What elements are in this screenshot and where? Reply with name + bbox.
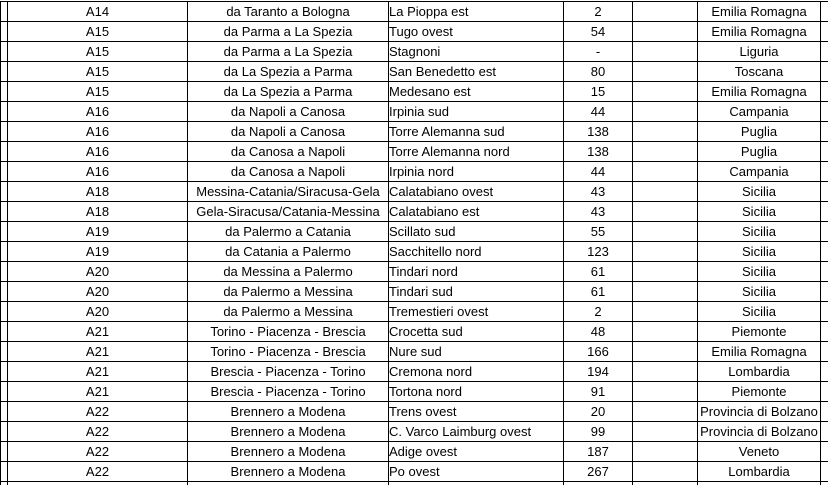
cell-empty[interactable] <box>633 102 698 122</box>
cell-region[interactable]: Campania <box>698 162 821 182</box>
cell-region[interactable]: Lombardia <box>698 362 821 382</box>
partial-left-cell <box>1 122 8 142</box>
cell-highway-code[interactable]: A16 <box>8 162 188 182</box>
partial-cell <box>564 482 633 485</box>
cell-service-area[interactable]: Trens ovest <box>389 402 564 422</box>
partial-left-cell <box>1 102 8 122</box>
cell-service-area[interactable]: Calatabiano ovest <box>389 182 564 202</box>
cell-region[interactable]: Puglia <box>698 142 821 162</box>
partial-left-cell <box>1 202 8 222</box>
cell-empty[interactable] <box>633 162 698 182</box>
cell-route[interactable]: da Parma a La Spezia <box>188 22 389 42</box>
cell-region[interactable]: Toscana <box>698 62 821 82</box>
cell-region[interactable]: Emilia Romagna <box>698 82 821 102</box>
cell-empty[interactable] <box>633 42 698 62</box>
table-row <box>1 282 828 302</box>
partial-left-cell <box>1 242 8 262</box>
table-row <box>1 222 828 242</box>
partial-right-cell <box>821 442 828 462</box>
cell-service-area[interactable]: Tremestieri ovest <box>389 302 564 322</box>
cell-route[interactable]: da Catania a Palermo <box>188 242 389 262</box>
partial-left-cell <box>1 362 8 382</box>
table-row <box>1 202 828 222</box>
table-row <box>1 102 828 122</box>
cell-value[interactable]: 61 <box>564 282 633 302</box>
partial-right-cell <box>821 402 828 422</box>
partial-cell <box>633 482 698 485</box>
table-body <box>1 2 828 485</box>
cell-route[interactable]: Gela-Siracusa/Catania-Messina <box>188 202 389 222</box>
partial-right-cell <box>821 222 828 242</box>
cell-highway-code[interactable]: A18 <box>8 202 188 222</box>
partial-cell <box>389 482 564 485</box>
partial-right-cell <box>821 162 828 182</box>
partial-left-cell <box>1 422 8 442</box>
partial-left-cell <box>1 382 8 402</box>
partial-left-cell <box>1 142 8 162</box>
cell-highway-code[interactable]: A19 <box>8 222 188 242</box>
cell-value[interactable]: 91 <box>564 382 633 402</box>
cell-region[interactable]: Provincia di Bolzano <box>698 422 821 442</box>
cell-region[interactable]: Liguria <box>698 42 821 62</box>
cell-service-area[interactable]: Medesano est <box>389 82 564 102</box>
partial-right-cell <box>821 22 828 42</box>
cell-route[interactable]: Brennero a Modena <box>188 402 389 422</box>
cell-region[interactable]: Emilia Romagna <box>698 342 821 362</box>
cell-highway-code[interactable]: A15 <box>8 42 188 62</box>
partial-right-cell <box>821 242 828 262</box>
table-row <box>1 242 828 262</box>
cell-region[interactable]: Provincia di Bolzano <box>698 402 821 422</box>
table-row <box>1 302 828 322</box>
cell-route[interactable]: da Canosa a Napoli <box>188 162 389 182</box>
partial-left-cell <box>1 402 8 422</box>
cell-service-area[interactable]: Po ovest <box>389 462 564 482</box>
cell-region[interactable]: Sicilia <box>698 262 821 282</box>
cell-value[interactable]: 187 <box>564 442 633 462</box>
cell-value[interactable]: 15 <box>564 82 633 102</box>
cell-highway-code[interactable]: A15 <box>8 22 188 42</box>
cell-region[interactable]: Emilia Romagna <box>698 2 821 22</box>
cell-value[interactable]: 194 <box>564 362 633 382</box>
partial-right-cell <box>821 202 828 222</box>
table-row <box>1 442 828 462</box>
partial-cell <box>821 482 828 485</box>
partial-bottom-row <box>1 482 828 485</box>
cell-empty[interactable] <box>633 382 698 402</box>
cell-service-area[interactable]: Nure sud <box>389 342 564 362</box>
cell-value[interactable]: 20 <box>564 402 633 422</box>
cell-empty[interactable] <box>633 222 698 242</box>
cell-service-area[interactable]: Sacchitello nord <box>389 242 564 262</box>
partial-right-cell <box>821 342 828 362</box>
cell-route[interactable]: Brennero a Modena <box>188 422 389 442</box>
cell-route[interactable]: Torino - Piacenza - Brescia <box>188 342 389 362</box>
cell-empty[interactable] <box>633 282 698 302</box>
table-row <box>1 22 828 42</box>
cell-route[interactable]: Brescia - Piacenza - Torino <box>188 382 389 402</box>
cell-route[interactable]: da Palermo a Catania <box>188 222 389 242</box>
cell-highway-code[interactable]: A16 <box>8 142 188 162</box>
cell-highway-code[interactable]: A21 <box>8 362 188 382</box>
cell-route[interactable]: da Palermo a Messina <box>188 282 389 302</box>
partial-right-cell <box>821 422 828 442</box>
cell-empty[interactable] <box>633 302 698 322</box>
cell-region[interactable]: Sicilia <box>698 182 821 202</box>
partial-left-cell <box>1 62 8 82</box>
partial-left-cell <box>1 282 8 302</box>
partial-right-cell <box>821 382 828 402</box>
partial-right-cell <box>821 62 828 82</box>
cell-route[interactable]: Messina-Catania/Siracusa-Gela <box>188 182 389 202</box>
cell-region[interactable]: Sicilia <box>698 242 821 262</box>
partial-right-cell <box>821 42 828 62</box>
table-row <box>1 322 828 342</box>
partial-cell <box>8 482 188 485</box>
partial-left-cell <box>1 302 8 322</box>
cell-highway-code[interactable]: A18 <box>8 182 188 202</box>
cell-route[interactable]: da Canosa a Napoli <box>188 142 389 162</box>
cell-highway-code[interactable]: A22 <box>8 462 188 482</box>
cell-route[interactable]: da Parma a La Spezia <box>188 42 389 62</box>
cell-region[interactable]: Veneto <box>698 442 821 462</box>
cell-region[interactable]: Sicilia <box>698 202 821 222</box>
cell-value[interactable]: 43 <box>564 202 633 222</box>
table-row <box>1 122 828 142</box>
cell-route[interactable]: da Napoli a Canosa <box>188 102 389 122</box>
cell-route[interactable]: da Messina a Palermo <box>188 262 389 282</box>
cell-service-area[interactable]: Tindari nord <box>389 262 564 282</box>
partial-right-cell <box>821 302 828 322</box>
data-table <box>0 1 828 485</box>
cell-empty[interactable] <box>633 22 698 42</box>
cell-region[interactable]: Piemonte <box>698 382 821 402</box>
partial-cell <box>1 482 8 485</box>
cell-value[interactable]: - <box>564 42 633 62</box>
table-row <box>1 422 828 442</box>
partial-left-cell <box>1 222 8 242</box>
cell-value[interactable]: 2 <box>564 2 633 22</box>
cell-highway-code[interactable]: A22 <box>8 422 188 442</box>
cell-service-area[interactable]: Irpinia nord <box>389 162 564 182</box>
cell-value[interactable]: 44 <box>564 102 633 122</box>
cell-region[interactable]: Sicilia <box>698 222 821 242</box>
table-row <box>1 402 828 422</box>
partial-left-cell <box>1 82 8 102</box>
cell-region[interactable]: Sicilia <box>698 302 821 322</box>
partial-right-cell <box>821 2 828 22</box>
table-row <box>1 362 828 382</box>
cell-empty[interactable] <box>633 342 698 362</box>
partial-right-cell <box>821 122 828 142</box>
cell-highway-code[interactable]: A20 <box>8 282 188 302</box>
partial-left-cell <box>1 322 8 342</box>
cell-region[interactable]: Lombardia <box>698 462 821 482</box>
cell-value[interactable]: 44 <box>564 162 633 182</box>
cell-route[interactable]: Brescia - Piacenza - Torino <box>188 362 389 382</box>
partial-right-cell <box>821 282 828 302</box>
cell-route[interactable]: da La Spezia a Parma <box>188 82 389 102</box>
cell-service-area[interactable]: La Pioppa est <box>389 2 564 22</box>
cell-service-area[interactable]: Irpinia sud <box>389 102 564 122</box>
partial-left-cell <box>1 42 8 62</box>
partial-cell <box>698 482 821 485</box>
cell-highway-code[interactable]: A14 <box>8 2 188 22</box>
cell-route[interactable]: Brennero a Modena <box>188 442 389 462</box>
cell-route[interactable]: Brennero a Modena <box>188 462 389 482</box>
table-row <box>1 182 828 202</box>
cell-empty[interactable] <box>633 142 698 162</box>
cell-empty[interactable] <box>633 262 698 282</box>
cell-service-area[interactable]: C. Varco Laimburg ovest <box>389 422 564 442</box>
cell-service-area[interactable]: Calatabiano est <box>389 202 564 222</box>
cell-service-area[interactable]: Torre Alemanna nord <box>389 142 564 162</box>
table-row <box>1 462 828 482</box>
partial-right-cell <box>821 182 828 202</box>
cell-highway-code[interactable]: A20 <box>8 302 188 322</box>
partial-right-cell <box>821 82 828 102</box>
cell-service-area[interactable]: Crocetta sud <box>389 322 564 342</box>
table-row <box>1 262 828 282</box>
cell-empty[interactable] <box>633 242 698 262</box>
cell-value[interactable]: 61 <box>564 262 633 282</box>
cell-value[interactable]: 55 <box>564 222 633 242</box>
partial-left-cell <box>1 162 8 182</box>
table-row <box>1 2 828 22</box>
partial-left-cell <box>1 442 8 462</box>
cell-empty[interactable] <box>633 462 698 482</box>
cell-empty[interactable] <box>633 422 698 442</box>
cell-service-area[interactable]: Stagnoni <box>389 42 564 62</box>
cell-empty[interactable] <box>633 202 698 222</box>
cell-route[interactable]: Torino - Piacenza - Brescia <box>188 322 389 342</box>
cell-service-area[interactable]: Scillato sud <box>389 222 564 242</box>
cell-value[interactable]: 166 <box>564 342 633 362</box>
partial-right-cell <box>821 322 828 342</box>
cell-empty[interactable] <box>633 122 698 142</box>
cell-value[interactable]: 267 <box>564 462 633 482</box>
partial-left-cell <box>1 2 8 22</box>
table-row <box>1 142 828 162</box>
cell-empty[interactable] <box>633 2 698 22</box>
partial-left-cell <box>1 342 8 362</box>
table-row <box>1 342 828 362</box>
cell-value[interactable]: 43 <box>564 182 633 202</box>
cell-empty[interactable] <box>633 62 698 82</box>
partial-right-cell <box>821 362 828 382</box>
cell-region[interactable]: Emilia Romagna <box>698 22 821 42</box>
cell-empty[interactable] <box>633 82 698 102</box>
cell-value[interactable]: 123 <box>564 242 633 262</box>
partial-right-cell <box>821 262 828 282</box>
cell-value[interactable]: 54 <box>564 22 633 42</box>
cell-region[interactable]: Sicilia <box>698 282 821 302</box>
partial-right-cell <box>821 102 828 122</box>
cell-route[interactable]: da Taranto a Bologna <box>188 2 389 22</box>
cell-route[interactable]: da Napoli a Canosa <box>188 122 389 142</box>
cell-highway-code[interactable]: A20 <box>8 262 188 282</box>
cell-region[interactable]: Puglia <box>698 122 821 142</box>
cell-region[interactable]: Campania <box>698 102 821 122</box>
cell-value[interactable]: 138 <box>564 142 633 162</box>
partial-left-cell <box>1 262 8 282</box>
cell-service-area[interactable]: Torre Alemanna sud <box>389 122 564 142</box>
cell-highway-code[interactable]: A21 <box>8 322 188 342</box>
cell-value[interactable]: 99 <box>564 422 633 442</box>
cell-highway-code[interactable]: A21 <box>8 382 188 402</box>
cell-highway-code[interactable]: A22 <box>8 442 188 462</box>
cell-value[interactable]: 2 <box>564 302 633 322</box>
cell-empty[interactable] <box>633 402 698 422</box>
table-row <box>1 82 828 102</box>
cell-highway-code[interactable]: A21 <box>8 342 188 362</box>
cell-service-area[interactable]: Tugo ovest <box>389 22 564 42</box>
partial-right-cell <box>821 462 828 482</box>
cell-service-area[interactable]: Adige ovest <box>389 442 564 462</box>
cell-service-area[interactable]: Tortona nord <box>389 382 564 402</box>
table-row <box>1 42 828 62</box>
table-row <box>1 62 828 82</box>
cell-empty[interactable] <box>633 442 698 462</box>
cell-value[interactable]: 138 <box>564 122 633 142</box>
cell-empty[interactable] <box>633 182 698 202</box>
cell-service-area[interactable]: Tindari sud <box>389 282 564 302</box>
partial-left-cell <box>1 22 8 42</box>
cell-empty[interactable] <box>633 362 698 382</box>
cell-empty[interactable] <box>633 322 698 342</box>
table-row <box>1 382 828 402</box>
cell-service-area[interactable]: Cremona nord <box>389 362 564 382</box>
partial-left-cell <box>1 182 8 202</box>
cell-highway-code[interactable]: A16 <box>8 122 188 142</box>
cell-route[interactable]: da La Spezia a Parma <box>188 62 389 82</box>
cell-route[interactable]: da Palermo a Messina <box>188 302 389 322</box>
cell-value[interactable]: 48 <box>564 322 633 342</box>
cell-highway-code[interactable]: A15 <box>8 82 188 102</box>
cell-region[interactable]: Piemonte <box>698 322 821 342</box>
table-row <box>1 162 828 182</box>
partial-right-cell <box>821 142 828 162</box>
cell-value[interactable]: 80 <box>564 62 633 82</box>
partial-cell <box>188 482 389 485</box>
cell-highway-code[interactable]: A15 <box>8 62 188 82</box>
cell-highway-code[interactable]: A19 <box>8 242 188 262</box>
cell-highway-code[interactable]: A22 <box>8 402 188 422</box>
cell-service-area[interactable]: San Benedetto est <box>389 62 564 82</box>
partial-left-cell <box>1 462 8 482</box>
cell-highway-code[interactable]: A16 <box>8 102 188 122</box>
